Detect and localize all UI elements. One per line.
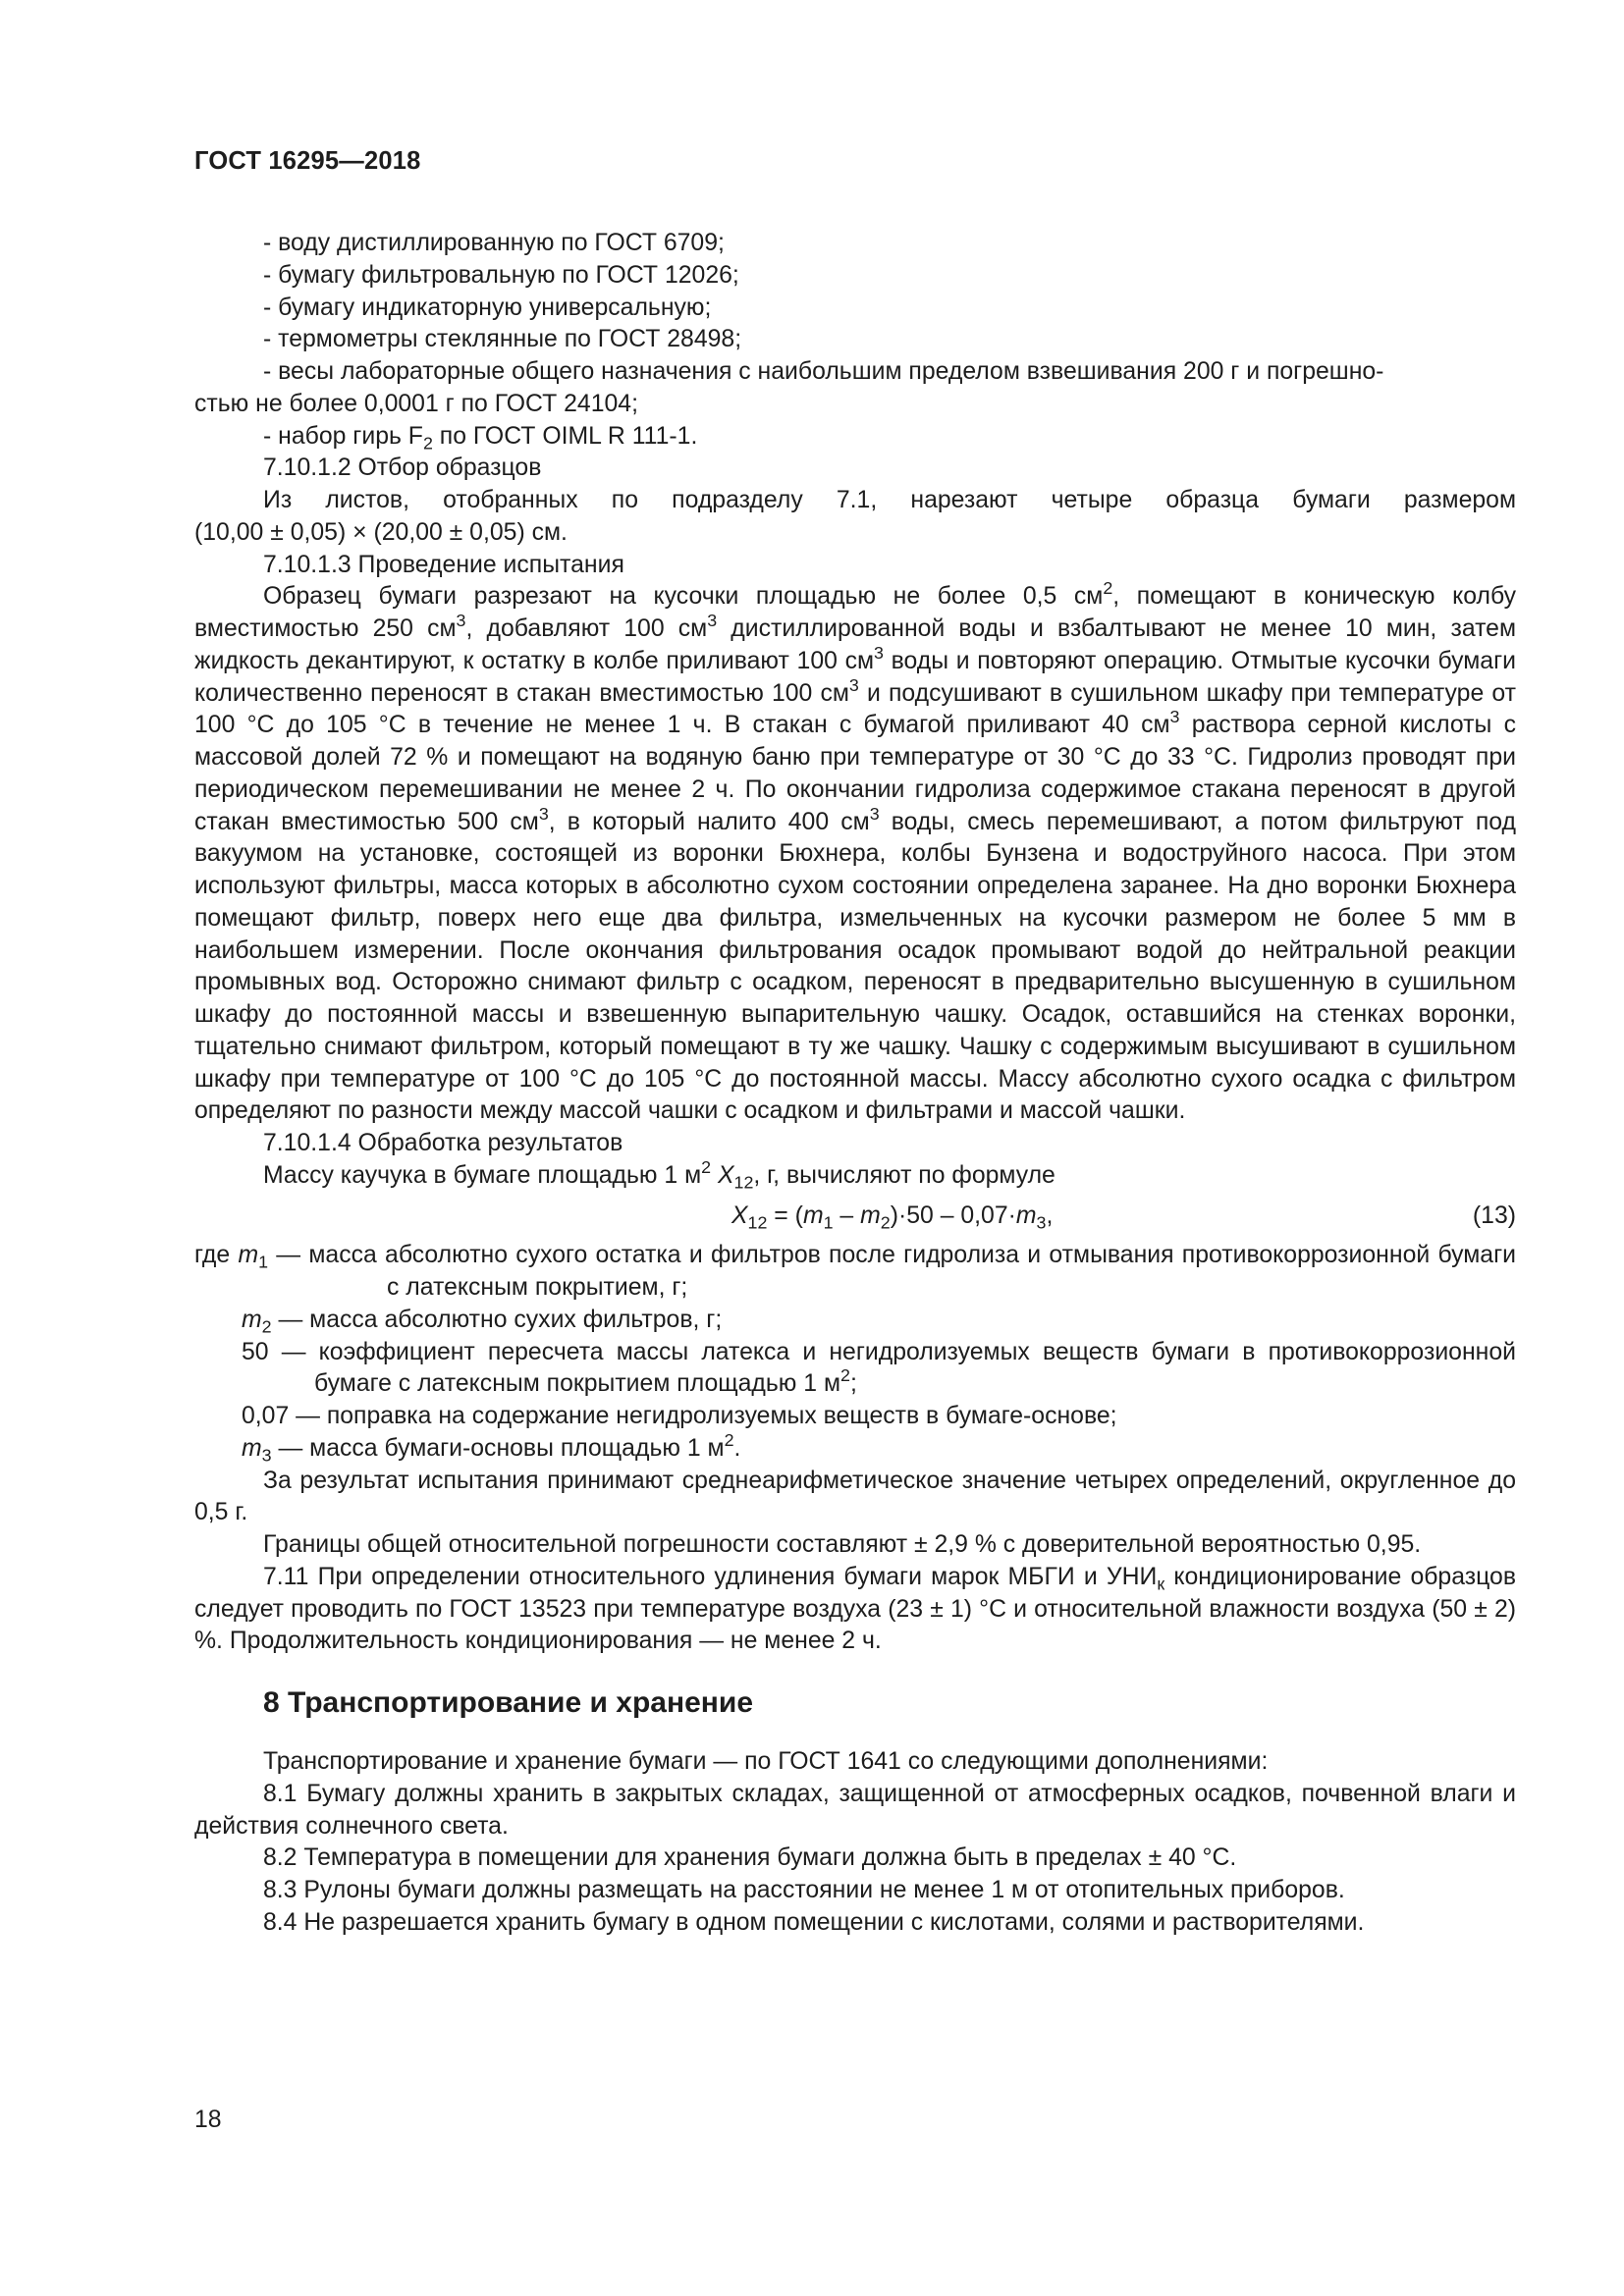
list-item-weights: - набор гирь $F_2$ по ГОСТ OIML R 111-1. [263, 422, 698, 453]
paragraph-calculation: Массу каучука в бумаге площадью 1 $м^2$ $X_{12}$, г, вычисляют по формуле [263, 1156, 1056, 1193]
subsection-heading-procedure: 7.10.1.3 Проведение испытания [263, 551, 624, 578]
where-m2: $m_2$ — масса абсолютно сухих фильтров, г; [242, 1306, 723, 1337]
page-number: 18 [194, 2107, 222, 2133]
list-item-scales: - весы лабораторные общего назначения с наибольшим пределом взвешивания 200 г и погрешно- [263, 358, 1384, 385]
section-heading-8: 8 Транспортирование и хранение [263, 1686, 754, 1719]
paragraph-8-4: 8.4 Не разрешается хранить бумагу в одном помещении с кислотами, солями и растворителями. [263, 1908, 1365, 1936]
where-m1: где $m_1$ — масса абсолютно сухого остатка и фильтров после гидролиза и отмывания противокоррозионной бумаги с латексным покрытием, г; [194, 1242, 1516, 1301]
list-item: - термометры стеклянные по ГОСТ 28498; [263, 326, 742, 353]
subsection-heading-sampling: 7.10.1.2 Отбор образцов [263, 454, 542, 482]
paragraph-error: Границы общей относительной погрешности составляют ± 2,9 % с доверительной вероятностью 0,95. [263, 1531, 1422, 1558]
where-k50: 50 — коэффициент пересчета массы латекса и негидролизуемых веществ бумаги в противокоррозионной бумаге с латексным покрытием площадью 1 $м^2$; [242, 1338, 1516, 1398]
paragraph-transport-intro: Транспортирование и хранение бумаги — по ГОСТ 1641 со следующими дополнениями: [263, 1748, 1269, 1775]
paragraph-8-1: 8.1 Бумагу должны хранить в закрытых складах, защищенной от атмосферных осадков, почвенной влаги и действия солнечного света. [194, 1780, 1516, 1840]
paragraph-procedure: Образец бумаги разрезают на кусочки площадью не более 0,5 $см^2$, помещают в коническую колбу вместимостью 250 $см^3$, добавляют 100 $см^3$ дистиллированной воды и взбалтывают не менее 10 мин, затем жидкость декантируют, к остатку в колбе приливают 100 $см^3$ воды и повторяют операцию. Отмытые кусочки бумаги количественно переносят в стакан вместимостью 100 $см^3$ и подсушивают в сушильном шкафу при температуре от 100 °С до 105 °С в течение не менее 1 ч. В стакан с бумагой приливают 40 $см^3$ раствора серной кислоты с массовой долей 72 % и помещают на водяную баню при температуре от 30 °С до 33 °С. Гидролиз проводят при периодическом перемешивании не менее 2 ч. По окончании гидролиза содержимое стакана переносят в другой стакан вместимостью 500 $см^3$, в который налито 400 $см^3$ воды, смесь перемешивают, а потом фильтруют под вакуумом на установке, состоящей из воронки Бюхнера, колбы Бунзена и водоструйного насоса. При этом используют фильтры, масса которых в абсолютно сухом состоянии определена заранее. На дно воронки Бюхнера помещают фильтр, поверх него еще два фильтра, измельченных на кусочки размером не более 5 мм в наибольшем измерении. После окончания фильтрования осадок промывают водой до нейтральной реакции промывных вод. Осторожно снимают фильтр с осадком, переносят в предварительно высушенную в сушильном шкафу до постоянной массы и взвешенную выпарительную чашку. Осадок, оставшийся на стенках воронки, тщательно снимают фильтром, который помещают в ту же чашку. Чашку с содержимым высушивают в сушильном шкафу при температуре от 100 °С до 105 °С до постоянной массы. Массу абсолютно сухого осадка с фильтром определяют по разности между массой чашки с осадком и фильтрами и массой чашки. [194, 578, 1516, 1125]
list-item: - бумагу индикаторную универсальную; [263, 294, 712, 321]
paragraph-sampling-cont: (10,00 ± 0,05) × (20,00 ± 0,05) см. [194, 518, 568, 546]
list-item: - воду дистиллированную по ГОСТ 6709; [263, 230, 725, 256]
paragraph-7-11: 7.11 При определении относительного удлинения бумаги марок МБГИ и $УНИ_к$ кондиционирование образцов следует проводить по ГОСТ 13523 при температуре воздуха (23 ± 1) °С и относительной влажности воздуха (50 ± 2) %. Продолжительность кондиционирования — не менее 2 ч. [194, 1563, 1516, 1655]
where-k007: 0,07 — поправка на содержание негидролизуемых веществ в бумаге-основе; [242, 1403, 1117, 1429]
formula-13: $X_{12} = (m_1 - m_2)\cdot 50 - 0,07\cdot m_3$, (13) [731, 1201, 1516, 1232]
subsection-heading-results: 7.10.1.4 Обработка результатов [263, 1130, 623, 1156]
formula-number: (13) [1472, 1201, 1516, 1229]
paragraph-8-3: 8.3 Рулоны бумаги должны размещать на расстоянии не менее 1 м от отопительных приборов. [263, 1877, 1345, 1903]
paragraph-sampling: Из листов, отобранных по подразделу 7.1, нарезают четыре образца бумаги размером [263, 487, 1516, 513]
document-body [194, 228, 1516, 1940]
where-m3: $m_3$ — масса бумаги-основы площадью 1 $м^2$. [242, 1429, 741, 1466]
paragraph-result: За результат испытания принимают среднеарифметическое значение четырех определений, округленное до 0,5 г. [194, 1467, 1516, 1526]
document-header: ГОСТ 16295—2018 [194, 147, 421, 175]
list-item-scales-cont: стью не более 0,0001 г по ГОСТ 24104; [194, 390, 638, 417]
list-item: - бумагу фильтровальную по ГОСТ 12026; [263, 261, 739, 289]
paragraph-8-2: 8.2 Температура в помещении для хранения бумаги должна быть в пределах ± 40 °С. [263, 1844, 1237, 1872]
